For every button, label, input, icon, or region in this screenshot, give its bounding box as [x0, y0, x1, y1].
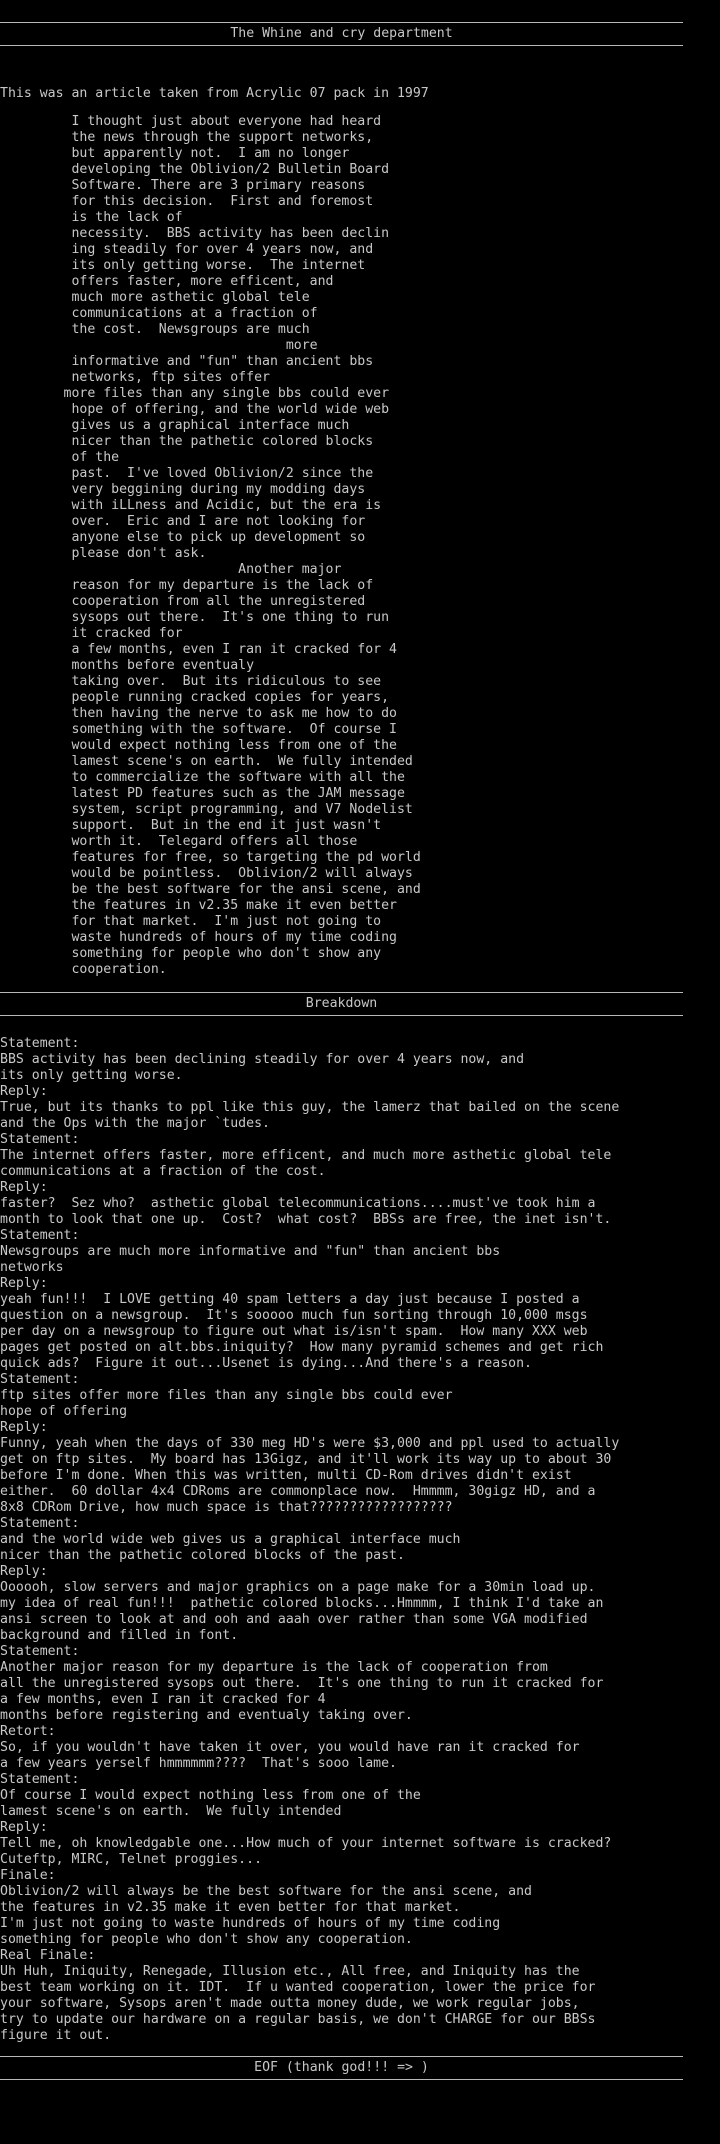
text-line: reason for my departure is the lack of: [0, 578, 374, 593]
text-line: nicer than the pathetic colored blocks: [0, 434, 374, 449]
text-line: hope of offering, and the world wide web: [0, 402, 390, 417]
text-line: ftp sites offer more files than any single bbs could ever: [0, 1388, 453, 1403]
text-line: the features in v2.35 make it even better for that market.: [0, 1900, 461, 1915]
text-line: then having the nerve to ask me how to do: [0, 706, 397, 721]
text-line: something for people who don't show any: [0, 946, 382, 961]
text-line: is the lack of: [0, 210, 183, 225]
text-line: please don't ask.: [0, 546, 207, 561]
text-line: over. Eric and I are not looking for: [0, 514, 366, 529]
text-line: the cost. Newsgroups are much: [0, 322, 310, 337]
text-line: Finale:: [0, 1868, 56, 1883]
text-line: Oblivion/2 will always be the best software for the ansi scene, and: [0, 1884, 532, 1899]
text-line: very beggining during my modding days: [0, 482, 366, 497]
text-line: Statement:: [0, 1372, 80, 1387]
text-line: features for free, so targeting the pd world: [0, 850, 421, 865]
text-line: I thought just about everyone had heard: [0, 114, 382, 129]
divider: [0, 992, 683, 993]
text-line: lamest scene's on earth. We fully intended: [0, 1804, 342, 1819]
text-line: for that market. I'm just not going to: [0, 914, 382, 929]
divider: [0, 2056, 683, 2057]
text-line: the features in v2.35 make it even better: [0, 898, 397, 913]
text-line: Reply:: [0, 1276, 48, 1291]
text-line: with iLLness and Acidic, but the era is: [0, 498, 382, 513]
text-line: So, if you wouldn't have taken it over, you would have ran it cracked for: [0, 1740, 580, 1755]
text-line: and the world wide web gives us a graphical interface much: [0, 1532, 461, 1547]
text-line: Newsgroups are much more informative and "fun" than ancient bbs: [0, 1244, 501, 1259]
text-line: would be pointless. Oblivion/2 will always: [0, 866, 413, 881]
text-line: sysops out there. It's one thing to run: [0, 610, 390, 625]
text-line: its only getting worse.: [0, 1068, 183, 1083]
text-line: my idea of real fun!!! pathetic colored blocks...Hmmmm, I think I'd take an: [0, 1596, 604, 1611]
text-line: system, script programming, and V7 Nodelist: [0, 802, 413, 817]
text-line: Statement:: [0, 1772, 80, 1787]
text-line: Statement:: [0, 1132, 80, 1147]
text-line: either. 60 dollar 4x4 CDRoms are commonplace now. Hmmmm, 30gigz HD, and a: [0, 1484, 596, 1499]
text-line: Reply:: [0, 1564, 48, 1579]
text-line: more files than any single bbs could ever: [0, 386, 390, 401]
text-line: 8x8 CDRom Drive, how much space is that??????????????????: [0, 1500, 453, 1515]
text-line: Retort:: [0, 1724, 56, 1739]
text-line: Software. There are 3 primary reasons: [0, 178, 366, 193]
text-line: The internet offers faster, more efficent, and much more asthetic global tele: [0, 1148, 612, 1163]
text-line: ing steadily for over 4 years now, and: [0, 242, 374, 257]
text-line: something for people who don't show any cooperation.: [0, 1932, 413, 1947]
text-line: worth it. Telegard offers all those: [0, 834, 358, 849]
text-line: offers faster, more efficent, and: [0, 274, 334, 289]
text-line: I'm just not going to waste hundreds of hours of my time coding: [0, 1916, 501, 1931]
text-line: networks: [0, 1260, 64, 1275]
text-line: a few months, even I ran it cracked for 4: [0, 1692, 326, 1707]
text-line: communications at a fraction of: [0, 306, 318, 321]
text-line: informative and "fun" than ancient bbs: [0, 354, 374, 369]
breakdown-body: [0, 1036, 720, 2044]
text-line: to commercialize the software with all the: [0, 770, 405, 785]
text-line: for this decision. First and foremost: [0, 194, 374, 209]
text-line: yeah fun!!! I LOVE getting 40 spam letters a day just because I posted a: [0, 1292, 580, 1307]
text-line: anyone else to pick up development so: [0, 530, 366, 545]
text-line: question on a newsgroup. It's sooooo much fun sorting through 10,000 msgs: [0, 1308, 588, 1323]
text-line: background and filled in font.: [0, 1628, 239, 1643]
text-line: BBS activity has been declining steadily for over 4 years now, and: [0, 1052, 525, 1067]
text-line: Reply:: [0, 1084, 48, 1099]
text-line: Reply:: [0, 1820, 48, 1835]
text-line: Oooooh, slow servers and major graphics on a page make for a 30min load up.: [0, 1580, 596, 1595]
text-line: gives us a graphical interface much: [0, 418, 350, 433]
text-line: something with the software. Of course I: [0, 722, 397, 737]
divider: [0, 2079, 683, 2080]
article-body: [0, 114, 720, 978]
text-line: Statement:: [0, 1228, 80, 1243]
text-line: all the unregistered sysops out there. It's one thing to run it cracked for: [0, 1676, 604, 1691]
text-line: necessity. BBS activity has been declin: [0, 226, 390, 241]
text-line: taking over. But its ridiculous to see: [0, 674, 382, 689]
page-title: The Whine and cry department: [230, 26, 453, 41]
text-line: quick ads? Figure it out...Usenet is dying...And there's a reason.: [0, 1356, 532, 1371]
text-line: Cuteftp, MIRC, Telnet proggies...: [0, 1852, 263, 1867]
text-line: get on ftp sites. My board has 13Gigz, and it'll work its way up to about 30: [0, 1452, 612, 1467]
text-line: the news through the support networks,: [0, 130, 374, 145]
text-line: more: [0, 338, 318, 353]
text-line: try to update our hardware on a regular basis, we don't CHARGE for our BBSs: [0, 2012, 596, 2027]
text-line: your software, Sysops aren't made outta money dude, we work regular jobs,: [0, 1996, 580, 2011]
text-line: latest PD features such as the JAM message: [0, 786, 405, 801]
intro-line: This was an article taken from Acrylic 07 pack in 1997: [0, 86, 429, 101]
text-line: month to look that one up. Cost? what cost? BBSs are free, the inet isn't.: [0, 1212, 612, 1227]
text-line: a few years yerself hmmmmmm???? That's sooo lame.: [0, 1756, 397, 1771]
text-line: Statement:: [0, 1036, 80, 1051]
text-line: hope of offering: [0, 1404, 128, 1419]
text-line: Statement:: [0, 1516, 80, 1531]
footer-eof: EOF (thank god!!! => ): [254, 2060, 429, 2075]
text-line: its only getting worse. The internet: [0, 258, 366, 273]
text-line: of the: [0, 450, 120, 465]
text-line: True, but its thanks to ppl like this guy, the lamerz that bailed on the scene: [0, 1100, 620, 1115]
text-line: Of course I would expect nothing less from one of the: [0, 1788, 421, 1803]
text-line: Reply:: [0, 1180, 48, 1195]
text-line: developing the Oblivion/2 Bulletin Board: [0, 162, 390, 177]
section-title-breakdown: Breakdown: [305, 996, 378, 1011]
text-line: Another major reason for my departure is the lack of cooperation from: [0, 1660, 548, 1675]
text-line: best team working on it. IDT. If u wanted cooperation, lower the price for: [0, 1980, 596, 1995]
text-line: much more asthetic global tele: [0, 290, 310, 305]
text-line: figure it out.: [0, 2028, 112, 2043]
text-line: per day on a newsgroup to figure out what is/isn't spam. How many XXX web: [0, 1324, 588, 1339]
text-line: ansi screen to look at and ooh and aaah over rather than some VGA modified: [0, 1612, 588, 1627]
text-line: waste hundreds of hours of my time coding: [0, 930, 397, 945]
text-line: would expect nothing less from one of the: [0, 738, 397, 753]
text-line: people running cracked copies for years,: [0, 690, 390, 705]
divider: [0, 22, 683, 23]
text-line: before I'm done. When this was written, multi CD-Rom drives didn't exist: [0, 1468, 572, 1483]
text-line: cooperation from all the unregistered: [0, 594, 366, 609]
text-line: Statement:: [0, 1644, 80, 1659]
text-line: Real Finale:: [0, 1948, 96, 1963]
text-line: Another major: [0, 562, 342, 577]
text-line: Reply:: [0, 1420, 48, 1435]
text-line: support. But in the end it just wasn't: [0, 818, 382, 833]
text-line: a few months, even I ran it cracked for 4: [0, 642, 397, 657]
text-line: Uh Huh, Iniquity, Renegade, Illusion etc., All free, and Iniquity has the: [0, 1964, 580, 1979]
text-line: past. I've loved Oblivion/2 since the: [0, 466, 374, 481]
text-line: months before registering and eventualy taking over.: [0, 1708, 413, 1723]
text-line: networks, ftp sites offer: [0, 370, 270, 385]
text-line: faster? Sez who? asthetic global telecommunications....must've took him a: [0, 1196, 596, 1211]
text-line: Tell me, oh knowledgable one...How much of your internet software is cracked?: [0, 1836, 612, 1851]
text-line: pages get posted on alt.bbs.iniquity? How many pyramid schemes and get rich: [0, 1340, 604, 1355]
text-line: nicer than the pathetic colored blocks of the past.: [0, 1548, 405, 1563]
text-line: but apparently not. I am no longer: [0, 146, 350, 161]
text-line: cooperation.: [0, 962, 167, 977]
text-line: months before eventualy: [0, 658, 255, 673]
text-line: and the Ops with the major `tudes.: [0, 1116, 270, 1131]
text-line: Funny, yeah when the days of 330 meg HD's were $3,000 and ppl used to actually: [0, 1436, 620, 1451]
text-line: be the best software for the ansi scene, and: [0, 882, 421, 897]
text-line: lamest scene's on earth. We fully intended: [0, 754, 413, 769]
text-line: it cracked for: [0, 626, 183, 641]
text-line: communications at a fraction of the cost.: [0, 1164, 326, 1179]
